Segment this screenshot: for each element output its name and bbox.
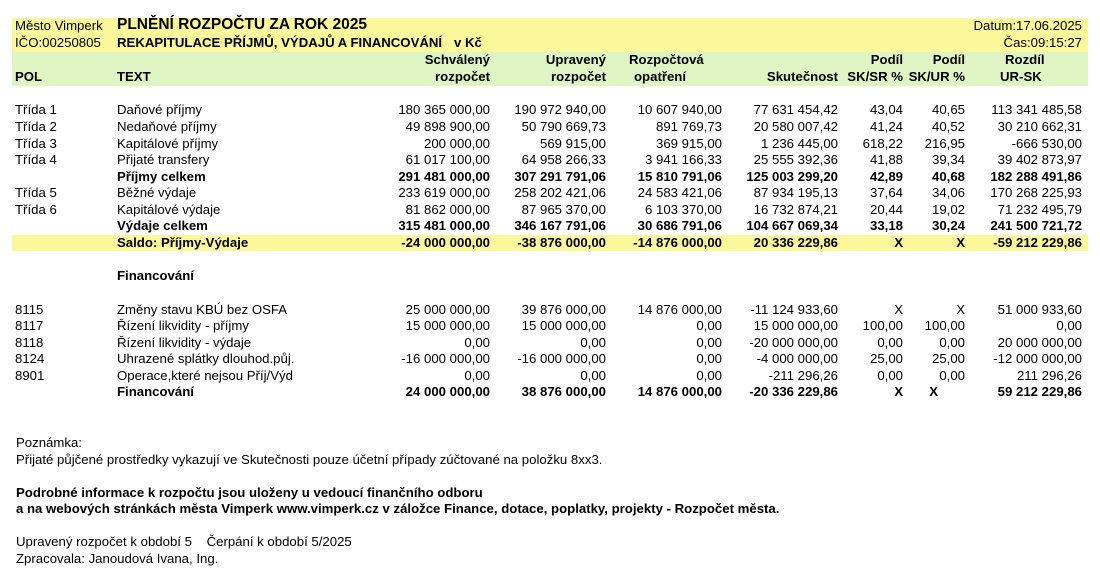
- cell-skutecnost: 20 580 007,42: [753, 119, 838, 134]
- city-name: Město Vimperk: [15, 18, 103, 33]
- cell-opatreni: 891 769,73: [655, 119, 722, 134]
- cell-opatreni: 0,00: [696, 334, 722, 350]
- cell-podil-ur: 34,06: [931, 185, 965, 200]
- cell-text: Financování: [117, 384, 194, 399]
- cell-opatreni: 15 810 791,06: [637, 168, 722, 184]
- cell-upraveny: 346 167 791,06: [514, 218, 606, 233]
- cell-upraveny: 15 000 000,00: [521, 318, 606, 333]
- col-skutecnost: Skutečnost: [766, 69, 838, 84]
- cell-podil-ur: 40,68: [931, 168, 965, 184]
- ico-label: IČO:00250805: [15, 35, 101, 50]
- col-schvaleny-1: Schválený: [424, 52, 490, 67]
- cell-opatreni: 14 876 000,00: [637, 301, 722, 317]
- col-opatreni-1: Rozpočtová: [629, 52, 704, 67]
- cell-text: Přijaté transfery: [117, 152, 210, 167]
- cell-schvaleny: 180 365 000,00: [398, 102, 490, 117]
- cell-schvaleny: 0,00: [464, 334, 490, 350]
- cell-skutecnost: 20 336 229,86: [753, 234, 838, 250]
- info-line-2: a na webových stránkách města Vimperk www.vimperk.cz v záložce Finance, dotace, poplatky, projekty - Rozpočet města.: [16, 501, 780, 516]
- report-unit: v Kč: [454, 35, 482, 50]
- report-subtitle: REKAPITULACE PŘÍJMŮ, VÝDAJŮ A FINANCOVÁNÍ: [117, 35, 443, 50]
- cell-podil-sr: 41,88: [869, 152, 903, 167]
- cell-rozdil: 113 341 485,58: [991, 102, 1082, 117]
- cell-text: Saldo: Příjmy-Výdaje: [117, 234, 249, 250]
- cell-podil-sr: 41,24: [869, 119, 903, 134]
- cell-rozdil: 59 212 229,86: [997, 384, 1082, 399]
- cell-skutecnost: 87 934 195,13: [753, 185, 838, 200]
- column-header-row-2: [12, 69, 1088, 86]
- cell-rozdil: 170 268 225,93: [990, 185, 1082, 200]
- cell-opatreni: 0,00: [696, 351, 722, 366]
- cell-skutecnost: -20 000 000,00: [749, 334, 838, 350]
- cell-pol: [15, 218, 115, 235]
- cell-pol: Třída 1: [15, 102, 57, 117]
- cell-rozdil: 182 288 491,86: [990, 168, 1082, 184]
- cell-podil-sr: 0,00: [877, 367, 903, 383]
- cell-pol: 8901: [15, 367, 45, 383]
- cell-opatreni: 3 941 166,33: [644, 152, 722, 167]
- cell-podil-ur: X: [956, 234, 965, 250]
- cell-podil-ur: 40,52: [931, 119, 965, 134]
- cell-text: Kapitálové výdaje: [117, 201, 221, 217]
- financing-row: [12, 318, 1088, 335]
- cell-podil-ur: 216,95: [924, 135, 965, 151]
- cell-podil-ur: 0,00: [939, 367, 965, 383]
- cell-upraveny: -38 876 000,00: [517, 234, 606, 250]
- cell-rozdil: 0,00: [1056, 318, 1082, 333]
- cell-rozdil: 71 232 495,79: [997, 201, 1082, 217]
- cell-podil-ur: 19,02: [931, 201, 965, 217]
- table-row-total: [12, 218, 1088, 235]
- cell-pol: Třída 4: [15, 152, 57, 167]
- col-text: TEXT: [117, 69, 151, 84]
- cell-opatreni: 30 686 791,06: [637, 218, 722, 233]
- cell-text: Řízení likvidity - výdaje: [117, 334, 252, 350]
- cell-schvaleny: -16 000 000,00: [401, 351, 490, 366]
- cell-text: Příjmy celkem: [117, 168, 206, 184]
- cell-opatreni: 10 607 940,00: [637, 102, 722, 117]
- cell-upraveny: 87 965 370,00: [521, 201, 606, 217]
- cell-podil-sr: 20,44: [869, 201, 903, 217]
- col-rozdil-2: UR-SK: [1000, 69, 1042, 84]
- cell-opatreni: -14 876 000,00: [633, 234, 722, 250]
- cell-text: Kapitálové příjmy: [117, 135, 219, 151]
- column-header-row-1: [12, 52, 1088, 69]
- cell-skutecnost: 15 000 000,00: [753, 318, 838, 333]
- cell-rozdil: -59 212 229,86: [993, 234, 1082, 250]
- cell-schvaleny: -24 000 000,00: [401, 234, 490, 250]
- cell-pol: Třída 3: [15, 135, 57, 151]
- cell-text: Výdaje celkem: [117, 218, 208, 233]
- cell-schvaleny: 81 862 000,00: [405, 201, 490, 217]
- cell-schvaleny: 233 619 000,00: [398, 185, 490, 200]
- cell-schvaleny: 200 000,00: [423, 135, 490, 151]
- cell-rozdil: -666 530,00: [1011, 135, 1082, 151]
- cell-schvaleny: 15 000 000,00: [405, 318, 490, 333]
- col-upraveny-2: rozpočet: [551, 69, 606, 84]
- cell-upraveny: 38 876 000,00: [521, 384, 606, 399]
- financing-row: [12, 368, 1088, 385]
- financing-row: [12, 335, 1088, 352]
- cell-upraveny: 190 972 940,00: [514, 102, 606, 117]
- cell-upraveny: 50 790 669,73: [521, 119, 606, 134]
- note-label: Poznámka:: [16, 435, 82, 450]
- col-opatreni-2: opatření: [634, 69, 687, 84]
- cell-upraveny: 0,00: [580, 334, 606, 350]
- cell-rozdil: -12 000 000,00: [993, 351, 1082, 366]
- cell-skutecnost: -20 336 229,86: [749, 384, 838, 399]
- cell-podil-sr: X: [894, 234, 903, 250]
- cell-pol: 8124: [15, 351, 45, 366]
- cell-podil-sr: X: [894, 301, 903, 317]
- cell-text: Nedaňové příjmy: [117, 119, 217, 134]
- cell-rozdil: 39 402 873,97: [997, 152, 1082, 167]
- col-podil-ur-2: SK/UR %: [908, 69, 965, 84]
- cell-upraveny: 258 202 421,06: [514, 185, 606, 200]
- cell-schvaleny: 25 000 000,00: [405, 301, 490, 317]
- cell-skutecnost: -11 124 933,60: [750, 301, 838, 317]
- cell-pol: Třída 6: [15, 201, 57, 217]
- financing-row: [12, 351, 1088, 368]
- cell-podil-sr: 100,00: [862, 318, 903, 333]
- cell-podil-ur: 40,65: [931, 102, 965, 117]
- table-row: [12, 202, 1088, 219]
- info-line-1: Podrobné informace k rozpočtu jsou uloženy u vedoucí finančního odboru: [16, 485, 483, 500]
- cell-podil-ur: 25,00: [931, 351, 965, 366]
- cell-podil-sr: 25,00: [869, 351, 903, 366]
- col-rozdil-1: Rozdíl: [1005, 52, 1045, 67]
- cell-podil-sr: 618,22: [862, 135, 903, 151]
- cell-skutecnost: 104 667 069,34: [746, 218, 838, 233]
- cell-podil-sr: 33,18: [869, 218, 903, 233]
- cell-upraveny: 569 915,00: [539, 135, 606, 151]
- cell-podil-ur: X: [956, 301, 965, 317]
- cell-podil-sr: 37,64: [869, 185, 903, 200]
- table-row: [12, 152, 1088, 169]
- cell-text: Operace,které nejsou Příj/Výd: [117, 367, 293, 383]
- cell-pol: 8117: [15, 318, 44, 333]
- cell-schvaleny: 49 898 900,00: [405, 119, 490, 134]
- cell-opatreni: 0,00: [696, 318, 722, 333]
- cell-skutecnost: 25 555 392,36: [753, 152, 838, 167]
- cell-podil-ur: 39,34: [931, 152, 965, 167]
- cell-skutecnost: 1 236 445,00: [760, 135, 838, 151]
- cell-upraveny: 307 291 791,06: [514, 168, 606, 184]
- cell-upraveny: -16 000 000,00: [517, 351, 606, 366]
- financing-heading: Financování: [117, 268, 194, 283]
- cell-upraveny: 0,00: [580, 367, 606, 383]
- cell-podil-ur: 0,00: [939, 334, 965, 350]
- header-row-1: [12, 18, 1088, 35]
- cell-pol: [15, 235, 115, 252]
- cell-skutecnost: -4 000 000,00: [756, 351, 838, 366]
- cell-rozdil: 20 000 000,00: [997, 334, 1082, 350]
- cell-opatreni: 369 915,00: [655, 135, 722, 151]
- cell-pol: Třída 5: [15, 185, 57, 200]
- cell-opatreni: 24 583 421,06: [637, 185, 722, 200]
- cell-opatreni: 14 876 000,00: [637, 384, 722, 399]
- cell-schvaleny: 24 000 000,00: [405, 384, 490, 399]
- report-date: Datum:17.06.2025: [973, 18, 1082, 33]
- col-upraveny-1: Upravený: [545, 52, 606, 67]
- cell-pol: [15, 384, 115, 401]
- table-row: [12, 102, 1088, 119]
- cell-text: Řízení likvidity - příjmy: [117, 318, 249, 333]
- period-info: Upravený rozpočet k období 5 Čerpání k období 5/2025: [16, 534, 352, 549]
- table-row-total: [12, 169, 1088, 186]
- table-row-saldo: [12, 235, 1088, 252]
- cell-text: Běžné výdaje: [117, 185, 197, 200]
- cell-pol: Třída 2: [15, 119, 57, 134]
- financing-row: [12, 302, 1088, 319]
- cell-podil-sr: X: [894, 384, 903, 399]
- cell-upraveny: 64 958 266,33: [521, 152, 606, 167]
- cell-text: Daňové příjmy: [117, 102, 203, 117]
- cell-upraveny: 39 876 000,00: [521, 301, 606, 317]
- col-schvaleny-2: rozpočet: [435, 69, 490, 84]
- cell-pol: [15, 169, 115, 186]
- cell-podil-ur: 100,00: [924, 318, 965, 333]
- author-info: Zpracovala: Janoudová Ivana, Ing.: [16, 551, 219, 566]
- cell-pol: 8115: [15, 301, 44, 317]
- cell-opatreni: 0,00: [696, 367, 722, 383]
- cell-schvaleny: 0,00: [464, 367, 490, 383]
- financing-heading-row: [12, 268, 1088, 285]
- table-row: [12, 136, 1088, 153]
- cell-rozdil: 211 296,26: [1016, 367, 1082, 383]
- table-row: [12, 119, 1088, 136]
- cell-skutecnost: 77 631 454,42: [753, 102, 838, 117]
- col-podil-ur-1: Podíl: [932, 52, 965, 67]
- col-podil-sr-1: Podíl: [870, 52, 903, 67]
- cell-pol: 8118: [15, 334, 44, 350]
- note-text: Přijaté půjčené prostředky vykazují ve Skutečnosti pouze účetní případy zúčtované na položku 8xx3.: [16, 452, 603, 467]
- cell-rozdil: 241 500 721,72: [990, 218, 1082, 233]
- table-row: [12, 185, 1088, 202]
- cell-skutecnost: -211 296,26: [768, 367, 838, 383]
- report-title: PLNĚNÍ ROZPOČTU ZA ROK 2025: [117, 16, 368, 33]
- cell-rozdil: 51 000 933,60: [997, 301, 1082, 317]
- cell-opatreni: 6 103 370,00: [644, 201, 722, 217]
- header-row-2: [12, 35, 1088, 52]
- cell-schvaleny: 291 481 000,00: [398, 168, 490, 184]
- cell-podil-sr: 0,00: [877, 334, 903, 350]
- cell-podil-ur: X: [929, 384, 938, 399]
- cell-podil-sr: 42,89: [869, 168, 903, 184]
- cell-schvaleny: 315 481 000,00: [398, 218, 490, 233]
- cell-text: Změny stavu KBÚ bez OSFA: [117, 301, 288, 317]
- financing-row-total: [12, 384, 1088, 401]
- report-time: Čas:09:15:27: [1003, 35, 1082, 50]
- cell-skutecnost: 16 732 874,21: [753, 201, 838, 217]
- cell-podil-ur: 30,24: [931, 218, 965, 233]
- cell-podil-sr: 43,04: [869, 102, 903, 117]
- cell-rozdil: 30 210 662,31: [997, 119, 1082, 134]
- cell-text: Uhrazené splátky dlouhod.půj.: [117, 351, 295, 366]
- cell-skutecnost: 125 003 299,20: [746, 168, 838, 184]
- col-podil-sr-2: SK/SR %: [847, 69, 903, 84]
- col-pol: POL: [15, 69, 43, 84]
- cell-schvaleny: 61 017 100,00: [405, 152, 490, 167]
